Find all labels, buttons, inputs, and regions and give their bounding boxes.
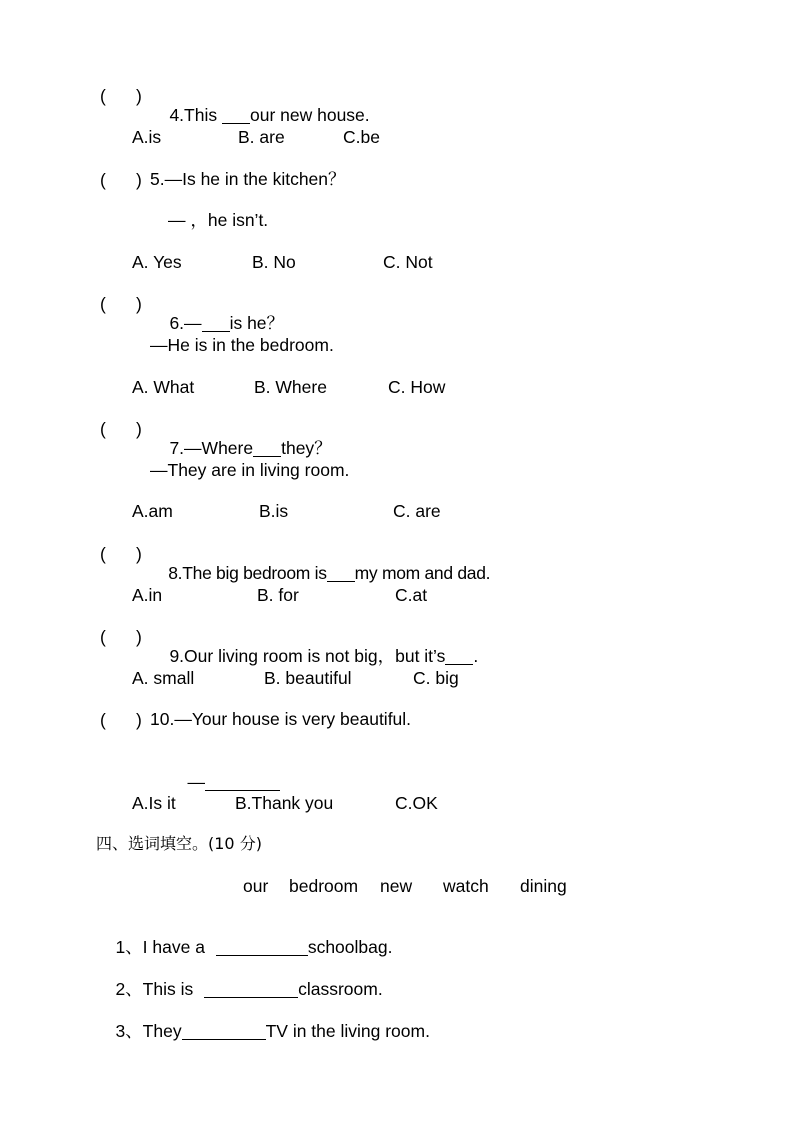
- question-stem: 5.—Is he in the kitchen？: [150, 169, 346, 189]
- answer-bracket-open: (: [100, 294, 106, 314]
- question-stem: 10.—Your house is very beautiful.: [150, 709, 412, 729]
- word-bank-item: watch: [443, 876, 489, 896]
- word-bank-item: dining: [520, 876, 567, 896]
- question-stem: they？: [281, 438, 332, 458]
- answer-bracket-open: (: [100, 627, 106, 647]
- option-c: C. Not: [383, 252, 433, 272]
- question-stem: 9.Our living room is not big，but it’s: [169, 646, 446, 666]
- option-c: C.at: [395, 585, 428, 605]
- fill-item-3: 3、They TV in the living room.: [115, 1021, 430, 1041]
- question-stem: 6.—: [169, 313, 202, 333]
- fill-blank[interactable]: [216, 939, 308, 956]
- answer-bracket-open: (: [100, 86, 106, 106]
- question-stem: .: [473, 646, 479, 666]
- question-stem: my mom and dad.: [354, 563, 491, 583]
- answer-line: —They are in living room.: [150, 460, 350, 480]
- section-title: 四、选词填空。(10 分): [96, 834, 262, 853]
- word-bank-item: bedroom: [289, 876, 359, 896]
- option-c: C. big: [413, 668, 459, 688]
- option-c: C. are: [393, 501, 441, 521]
- fill-item-1: 1、I have a schoolbag.: [115, 937, 393, 957]
- option-a: A.Is it: [132, 793, 176, 813]
- answer-bracket-close: ): [136, 627, 142, 647]
- question-stem: 8.The big bedroom is: [168, 563, 327, 583]
- option-a: A. Yes: [132, 252, 182, 272]
- fill-blank[interactable]: [327, 565, 355, 582]
- answer-bracket-open: (: [100, 170, 106, 190]
- word-bank-item: our: [243, 876, 269, 896]
- answer-bracket-close: ): [136, 170, 142, 190]
- option-a: A. What: [132, 377, 195, 397]
- option-b: B.is: [259, 501, 289, 521]
- option-a: A.in: [132, 585, 163, 605]
- fill-blank[interactable]: [204, 981, 298, 998]
- fill-item-2: 2、This is classroom.: [115, 979, 383, 999]
- question-stem: is he？: [229, 313, 285, 333]
- answer-bracket-open: (: [100, 419, 106, 439]
- option-a: A. small: [132, 668, 195, 688]
- answer-bracket-close: ): [136, 544, 142, 564]
- option-c: C.be: [343, 127, 380, 147]
- fill-blank[interactable]: [205, 774, 280, 791]
- answer-bracket-close: ): [136, 294, 142, 314]
- answer-bracket-close: ): [136, 710, 142, 730]
- option-b: B. No: [252, 252, 296, 272]
- answer-line: — ，he isn’t.: [168, 210, 269, 230]
- answer-bracket-close: ): [136, 419, 142, 439]
- option-b: B. for: [257, 585, 299, 605]
- fill-blank[interactable]: [222, 107, 250, 124]
- fill-blank[interactable]: [202, 315, 230, 332]
- fill-blank[interactable]: [253, 440, 281, 457]
- question-stem: 4.This: [169, 105, 222, 125]
- question-stem: our new house.: [249, 105, 370, 125]
- option-a: A.am: [132, 501, 173, 521]
- fill-blank[interactable]: [445, 648, 473, 665]
- answer-line: —He is in the bedroom.: [150, 335, 334, 355]
- fill-blank[interactable]: [182, 1023, 266, 1040]
- option-b: B. beautiful: [264, 668, 352, 688]
- option-b: B. Where: [254, 377, 327, 397]
- option-c: C. How: [388, 377, 446, 397]
- option-a: A.is: [132, 127, 162, 147]
- option-b: B. are: [238, 127, 285, 147]
- word-bank-item: new: [380, 876, 413, 896]
- answer-line: —: [187, 772, 205, 792]
- question-stem: 7.—Where: [169, 438, 254, 458]
- answer-bracket-close: ): [136, 86, 142, 106]
- answer-bracket-open: (: [100, 710, 106, 730]
- answer-bracket-open: (: [100, 544, 106, 564]
- option-b: B.Thank you: [235, 793, 334, 813]
- option-c: C.OK: [395, 793, 438, 813]
